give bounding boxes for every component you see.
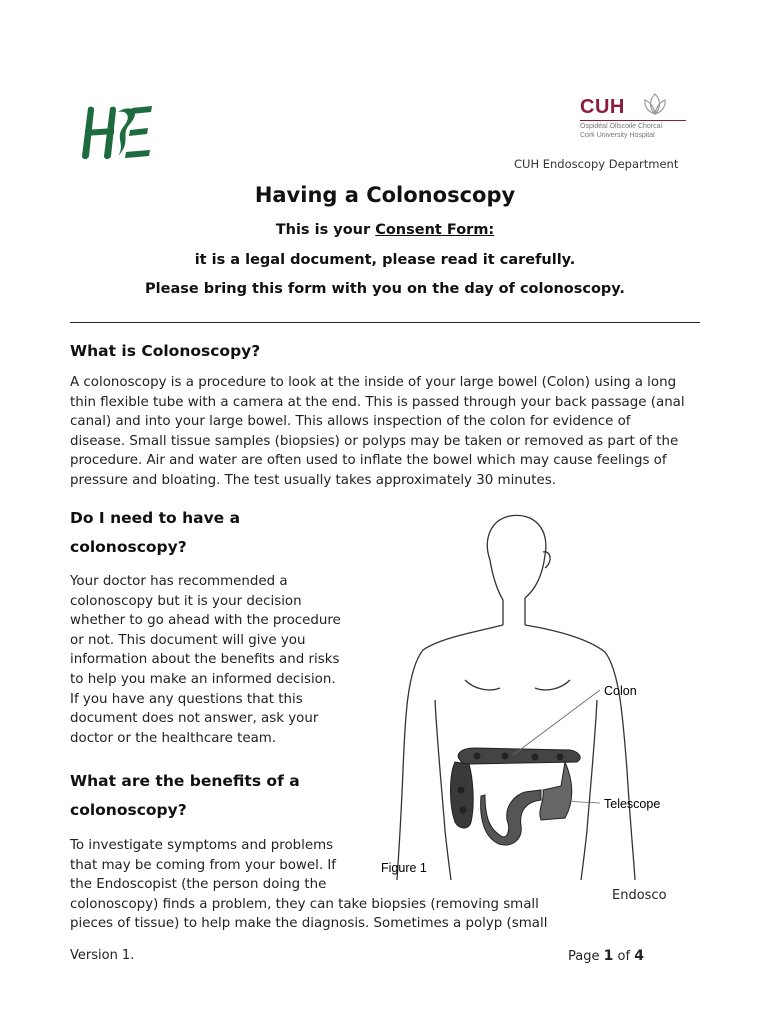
cuh-logo-english: Cork University Hospital [580,132,655,139]
page-total: 4 [634,948,644,964]
text-line: disease. Small tissue samples (biopsies) or polyps may be taken or removed as part of the [70,433,679,449]
heading-line: colonoscopy? [70,538,187,556]
page-word: Page [568,949,600,964]
text-line: whether to go ahead with the procedure [70,613,341,629]
label-telescope: Telescope [604,797,661,811]
page-current: 1 [603,948,614,964]
heading-line: What are the benefits of a [70,772,300,790]
consent-line [0,222,770,238]
text-line: Your doctor has recommended a [70,574,288,589]
version-label: Version 1. [70,948,135,963]
figure-side-text: Endosco [612,888,667,903]
consent-prefix: This is your [275,222,376,238]
colon-figure [365,500,680,880]
cuh-logo-rule [580,120,686,121]
paragraph-do-i-need [70,572,360,748]
label-colon: Colon [604,684,637,698]
legal-notice: it is a legal document, please read it carefully. [194,252,576,268]
text-line: that may be coming from your bowel. If [70,857,337,873]
heading-line: colonoscopy? [70,801,187,819]
heading-line: Do I need to have a [70,509,241,527]
page-title: Having a Colonoscopy [254,183,516,207]
text-line: colonoscopy but it is your decision [70,593,302,609]
paragraph-what-is-colonoscopy [70,373,700,491]
department-label: CUH Endoscopy Department [514,157,679,171]
cuh-logo-letters: CUH [580,96,625,118]
text-line: doctor or the healthcare team. [70,730,277,746]
bring-form-notice: Please bring this form with you on the day of colonoscopy. [145,281,625,297]
text-line: canal) and into your large bowel. This allows inspection of the colon for evidence of [70,414,631,430]
cuh-logo-irish: Ospidéal Ollscoile Chorcaí [580,123,663,130]
divider [70,322,700,323]
text-line: To investigate symptoms and problems [70,838,334,853]
text-line: If you have any questions that this [70,691,303,707]
heading-what-is-colonoscopy: What is Colonoscopy? [70,342,261,360]
text-line: pieces of tissue) to help make the diagnosis. Sometimes a polyp (small [70,916,548,932]
text-line: procedure. Air and water are often used to inflate the bowel which may cause feelings of [70,453,667,469]
text-line: pressure and bloating. The test usually takes approximately 30 minutes. [70,472,556,488]
text-line: or not. This document will give you [70,632,306,648]
hse-logo [80,100,154,162]
cuh-leaf-icon [642,92,668,116]
text-line: document does not answer, ask your [70,711,319,727]
of-word: of [617,949,631,964]
text-line: the Endoscopist (the person doing the [70,877,327,893]
text-line: information about the benefits and risks [70,652,340,668]
text-line: A colonoscopy is a procedure to look at the inside of your large bowel (Colon) using a long [70,375,677,390]
body-illustration [365,500,680,880]
figure-caption: Figure 1 [381,861,427,875]
page-number [568,948,644,964]
text-line: thin flexible tube with a camera at the end. This is passed through your back passage (anal [70,394,685,410]
text-line: to help you make an informed decision. [70,671,336,687]
heading-benefits [70,767,300,825]
cuh-logo [580,92,690,144]
heading-do-i-need [70,504,240,562]
text-line: colonoscopy) finds a problem, they can take biopsies (removing small [70,896,539,912]
consent-form-label: Consent Form: [375,222,495,238]
